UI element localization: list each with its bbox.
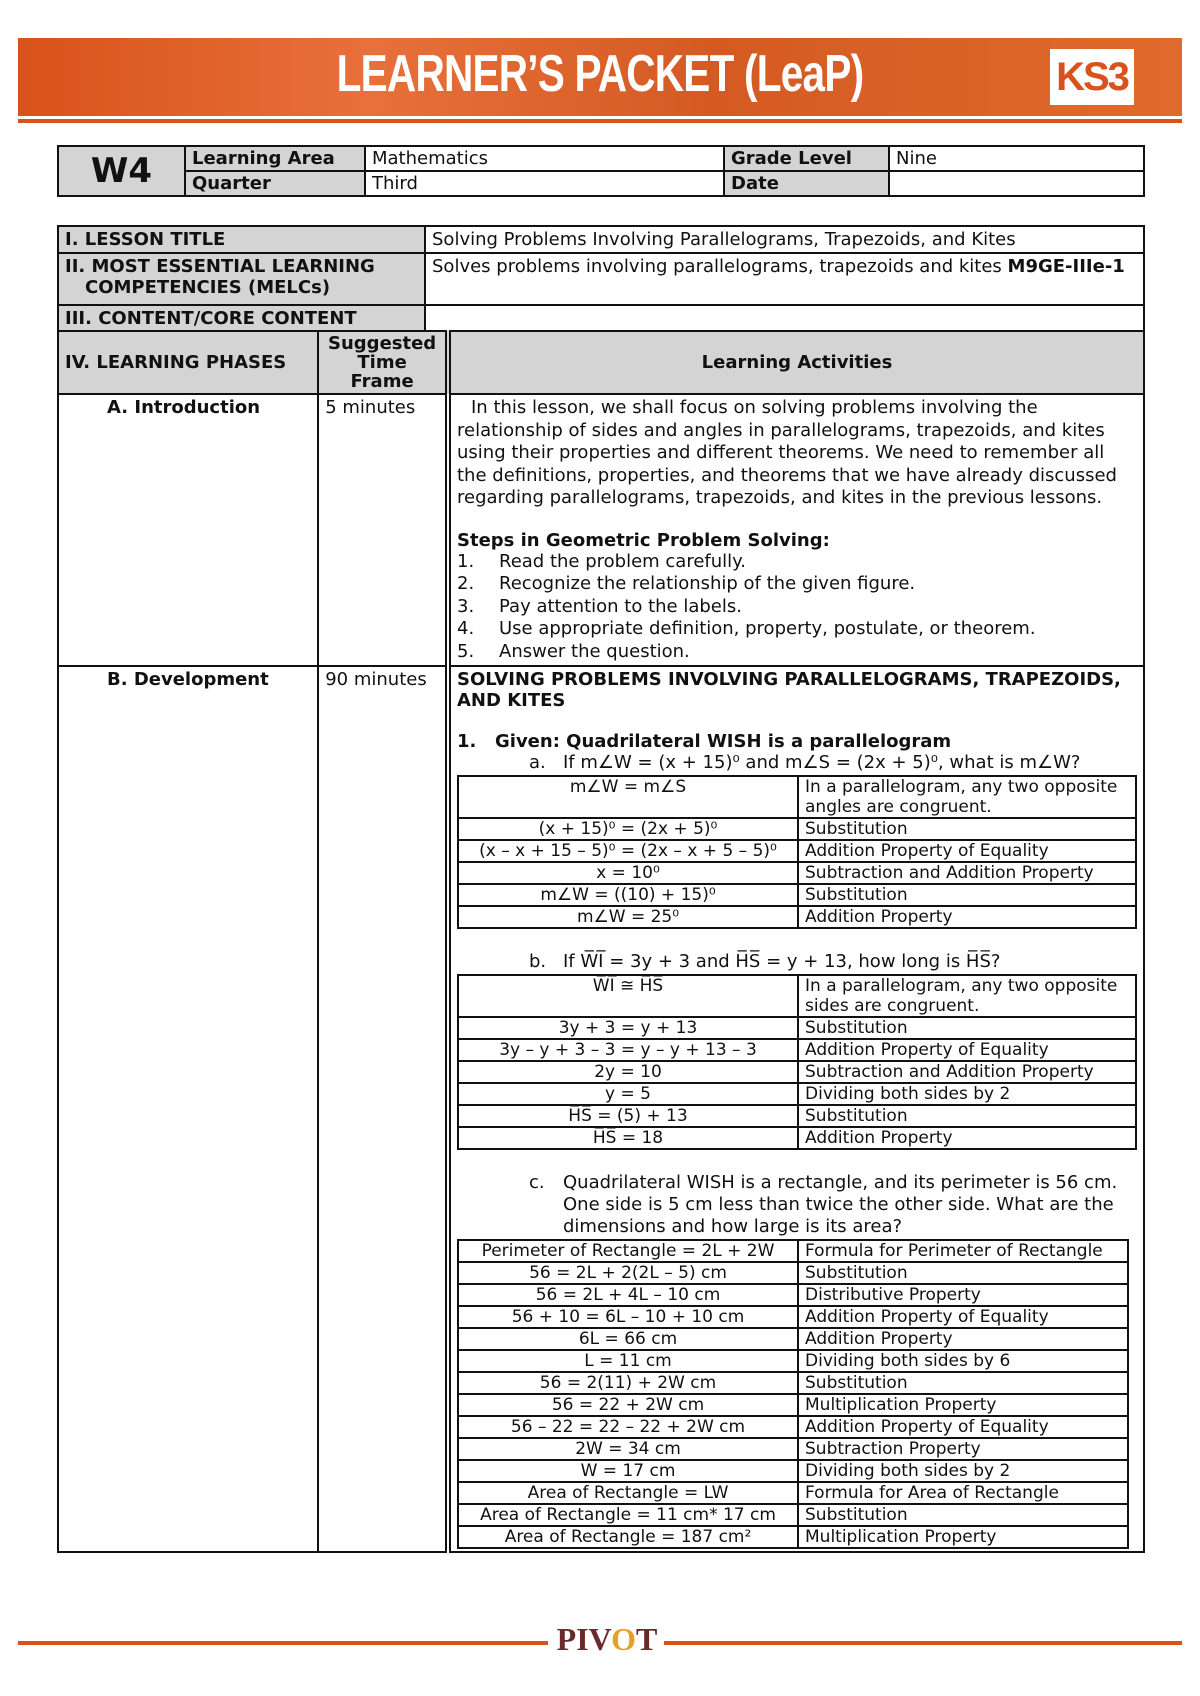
reason-cell: Subtraction Property [798,1438,1128,1460]
table-row [458,776,1136,818]
learning-phases-table [57,330,1145,1553]
quarter-label: Quarter [185,171,365,196]
reason-cell: Dividing both sides by 2 [798,1460,1128,1482]
equation-cell: 56 + 10 = 6L – 10 + 10 cm [458,1306,798,1328]
date-label: Date [724,171,889,196]
introduction-phase [58,394,318,666]
equation-cell: m∠W = ((10) + 15)⁰ [458,884,798,906]
reason-cell: Addition Property [798,906,1136,928]
equation-cell: 56 = 2L + 4L – 10 cm [458,1284,798,1306]
equation-cell: 56 = 2(11) + 2W cm [458,1372,798,1394]
question-a: a. If m∠W = (x + 15)⁰ and m∠S = (2x + 5)⁰, what is m∠W? [529,752,1081,773]
step-item: 2. Recognize the relationship of the given figure. [457,573,916,594]
steps-list [457,551,1137,664]
equation-cell: 56 = 22 + 2W cm [458,1394,798,1416]
table-row [458,1504,1128,1526]
table-row [458,1394,1128,1416]
grade-level-value: Nine [889,146,1144,171]
table-row [458,1372,1128,1394]
footer-rule-right [664,1641,1182,1645]
info-table [57,145,1145,197]
equation-cell: L = 11 cm [458,1350,798,1372]
melc-code: M9GE-IIIe-1 [1007,256,1125,277]
introduction-paragraph: In this lesson, we shall focus on solving problems involving the relationship of sides and angles in parallelograms, trapezoids, and kites using their properties and different theorems. We need to remember all the definitions, properties, and theorems that we have already discussed regarding parallelograms, trapezoids, and kites in the previous lessons. [457,397,1117,508]
packet-title: LEARNER’S PACKET (LeaP) [336,45,864,103]
introduction-label: A. Introduction [107,397,261,418]
reason-cell: Multiplication Property [798,1526,1128,1548]
reason-cell: Formula for Area of Rectangle [798,1482,1128,1504]
step-item: 1. Read the problem carefully. [457,550,746,572]
reason-cell: Substitution [798,1105,1136,1127]
reason-cell: Dividing both sides by 2 [798,1083,1136,1105]
equation-cell: 3y – y + 3 – 3 = y – y + 13 – 3 [458,1039,798,1061]
learning-area-label: Learning Area [185,146,365,171]
learning-area-value: Mathematics [365,146,724,171]
table-row [458,906,1136,928]
solution-table-b [457,974,1137,1150]
equation-cell: (x + 15)⁰ = (2x + 5)⁰ [458,818,798,840]
equation-cell: Area of Rectangle = 11 cm* 17 cm [458,1504,798,1526]
table-row [458,1306,1128,1328]
equation-cell: (x – x + 15 – 5)⁰ = (2x – x + 5 – 5)⁰ [458,840,798,862]
introduction-activities [448,394,1144,666]
development-activities [448,666,1144,1552]
table-row [458,1105,1136,1127]
reason-cell: Distributive Property [798,1284,1128,1306]
equation-cell: 56 = 2L + 2(2L – 5) cm [458,1262,798,1284]
table-row [458,1017,1136,1039]
step-item: 5. Answer the question. [457,640,690,662]
pivot-logo: PIVOT [556,1621,658,1657]
phases-header: IV. LEARNING PHASES [58,331,318,394]
header-rule [18,119,1182,123]
reason-cell: Addition Property [798,1127,1136,1149]
equation-cell: W = 17 cm [458,1460,798,1482]
solution-table-c [457,1239,1129,1549]
steps-title: Steps in Geometric Problem Solving: [457,529,830,551]
time-frame-header [318,331,448,394]
table-row [458,1328,1128,1350]
reason-cell: Substitution [798,1262,1128,1284]
development-label: B. Development [107,669,269,690]
equation-cell: m∠W = 25⁰ [458,906,798,928]
equation-cell: 3y + 3 = y + 13 [458,1017,798,1039]
table-row [458,1061,1136,1083]
table-row [458,818,1136,840]
given-statement: 1. Given: Quadrilateral WISH is a parallelogram [457,731,952,752]
reason-cell: Addition Property of Equality [798,840,1136,862]
table-row [458,1039,1136,1061]
reason-cell: Substitution [798,818,1136,840]
time-frame-header-line-1: Suggested [328,333,437,354]
development-phase [58,666,318,1552]
development-section-title: SOLVING PROBLEMS INVOLVING PARALLELOGRAMS, TRAPEZOIDS, AND KITES [457,669,1121,711]
table-row [458,1240,1128,1262]
equation-cell: 56 – 22 = 22 – 22 + 2W cm [458,1416,798,1438]
ks3-badge: KS3 [1050,49,1134,105]
content-value [425,305,1144,332]
melc-text: Solves problems involving parallelograms, trapezoids and kites [432,256,1002,277]
header-banner [18,38,1182,116]
reason-cell: Multiplication Property [798,1394,1128,1416]
table-row [458,1460,1128,1482]
table-row [458,862,1136,884]
quarter-value: Third [365,171,724,196]
question-b: b. If W̅I̅ = 3y + 3 and H̅S̅ = y + 13, how long is H̅S̅? [529,951,1001,972]
table-row [458,1438,1128,1460]
table-row [458,1526,1128,1548]
table-row [458,840,1136,862]
table-row [458,1127,1136,1149]
melc-value [425,253,1144,305]
introduction-time: 5 minutes [318,394,448,666]
table-row [458,1416,1128,1438]
time-frame-header-line-2: Time Frame [350,352,414,392]
reason-cell: Substitution [798,884,1136,906]
equation-cell: 2W = 34 cm [458,1438,798,1460]
footer-rule-left [18,1641,548,1645]
week-label: W4 [58,146,185,196]
table-row [458,975,1136,1017]
step-item: 3. Pay attention to the labels. [457,595,742,617]
lesson-title-value: Solving Problems Involving Parallelograms, Trapezoids, and Kites [425,226,1144,253]
reason-cell: Substitution [798,1372,1128,1394]
equation-cell: m∠W = m∠S [458,776,798,818]
reason-cell: Addition Property of Equality [798,1306,1128,1328]
content-label: III. CONTENT/CORE CONTENT [58,305,425,332]
equation-cell: Area of Rectangle = LW [458,1482,798,1504]
table-row [458,1284,1128,1306]
melc-label-line-1: II. MOST ESSENTIAL LEARNING [65,256,375,277]
table-row [458,884,1136,906]
equation-cell: x = 10⁰ [458,862,798,884]
reason-cell: Addition Property of Equality [798,1416,1128,1438]
reason-cell: Addition Property of Equality [798,1039,1136,1061]
equation-cell: H̅S̅ = 18 [458,1127,798,1149]
reason-cell: Dividing both sides by 6 [798,1350,1128,1372]
table-row [458,1482,1128,1504]
equation-cell: Perimeter of Rectangle = 2L + 2W [458,1240,798,1262]
lesson-table [57,225,1145,333]
lesson-title-label: I. LESSON TITLE [58,226,425,253]
equation-cell: 6L = 66 cm [458,1328,798,1350]
development-time: 90 minutes [318,666,448,1552]
question-c: c. Quadrilateral WISH is a rectangle, and its perimeter is 56 cm. One side is 5 cm less than twice the other side. What are the dimensions and how large is its area? [529,1172,1118,1237]
table-row [458,1350,1128,1372]
melc-label [58,253,425,305]
reason-cell: Substitution [798,1504,1128,1526]
reason-cell: In a parallelogram, any two opposite sides are congruent. [798,975,1136,1017]
solution-table-a [457,775,1137,929]
equation-cell: Area of Rectangle = 187 cm² [458,1526,798,1548]
date-value [889,171,1144,196]
reason-cell: Subtraction and Addition Property [798,862,1136,884]
reason-cell: Formula for Perimeter of Rectangle [798,1240,1128,1262]
table-row [458,1083,1136,1105]
reason-cell: Subtraction and Addition Property [798,1061,1136,1083]
activities-header: Learning Activities [448,331,1144,394]
equation-cell: W̅I̅ ≅ H̅S̅ [458,975,798,1017]
reason-cell: Addition Property [798,1328,1128,1350]
equation-cell: H̅S̅ = (5) + 13 [458,1105,798,1127]
equation-cell: 2y = 10 [458,1061,798,1083]
reason-cell: Substitution [798,1017,1136,1039]
table-row [458,1262,1128,1284]
grade-level-label: Grade Level [724,146,889,171]
equation-cell: y = 5 [458,1083,798,1105]
melc-label-line-2: COMPETENCIES (MELCs) [85,277,331,298]
step-item: 4. Use appropriate definition, property, postulate, or theorem. [457,618,1036,639]
reason-cell: In a parallelogram, any two opposite angles are congruent. [798,776,1136,818]
